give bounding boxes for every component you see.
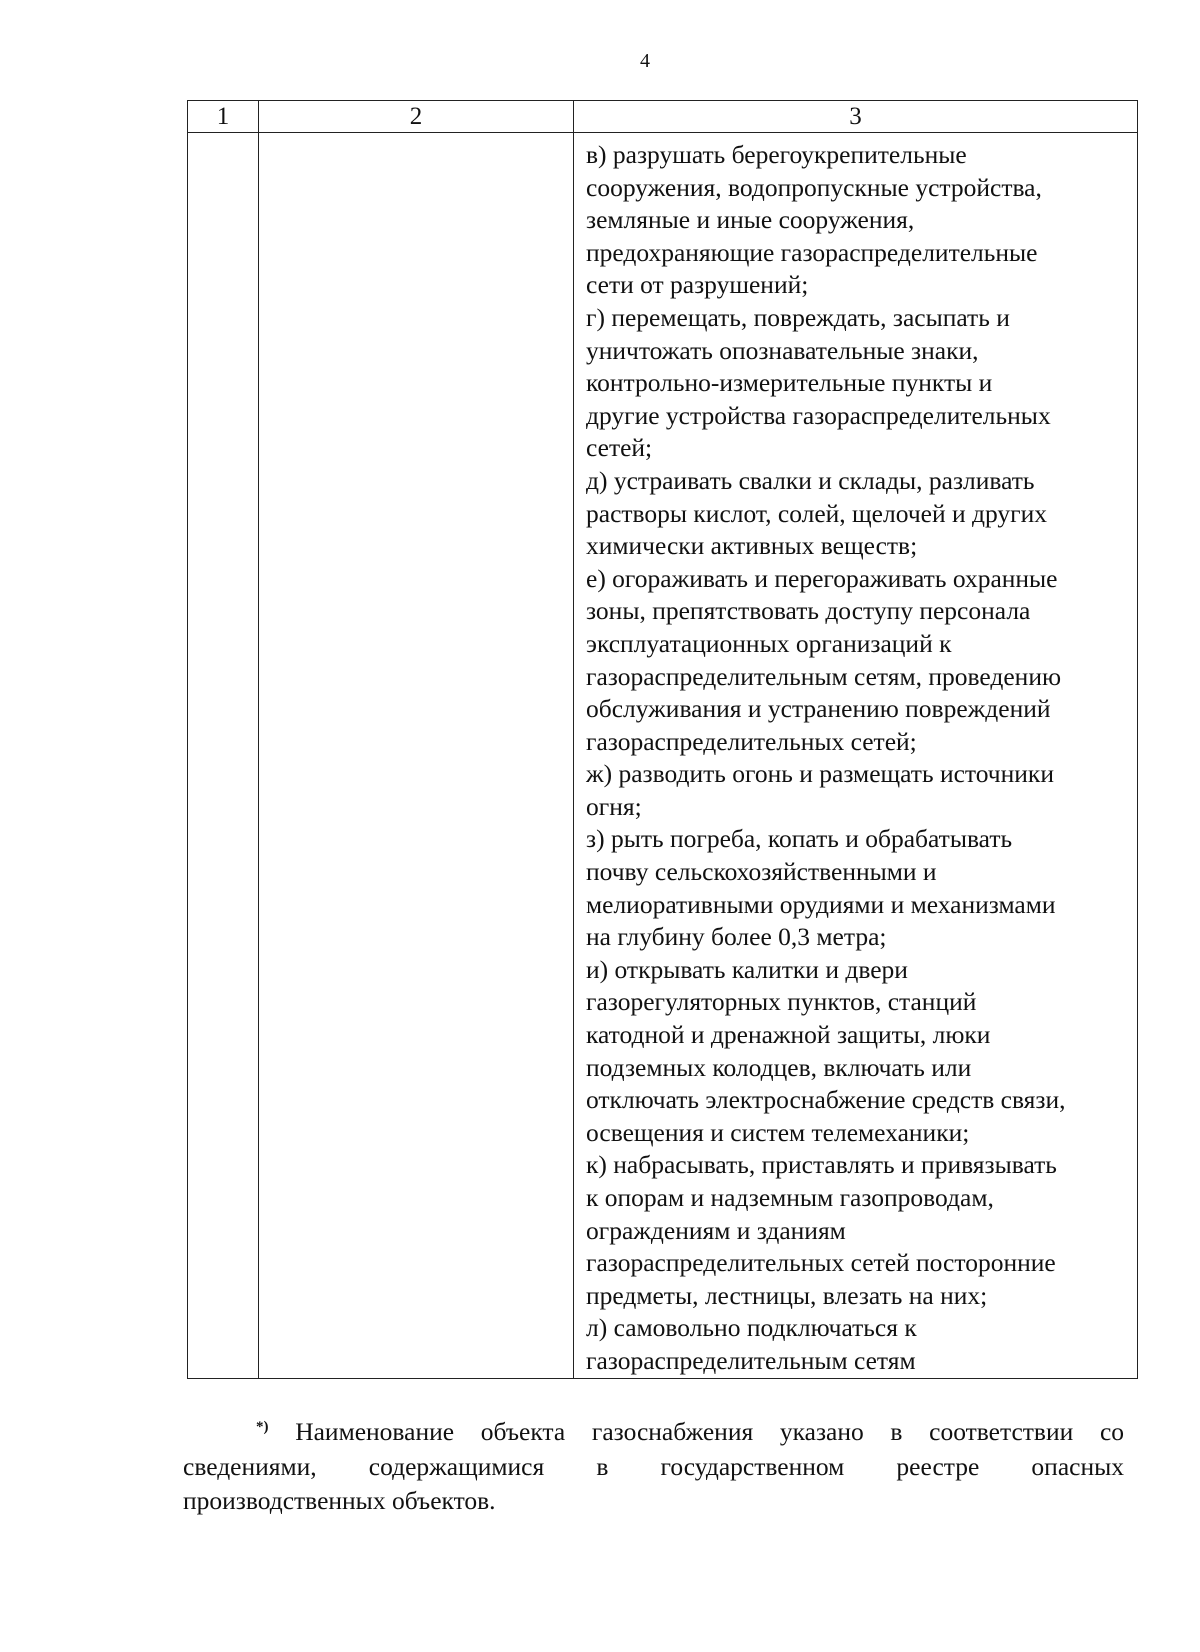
list-item-line: сооружения, водопропускные устройства, — [586, 172, 1042, 202]
list-item-line: сети от разрушений; — [586, 270, 809, 300]
footnote-line — [183, 1410, 1124, 1450]
list-item-line: газораспределительным сетям — [586, 1345, 916, 1375]
table-row — [188, 133, 1138, 1379]
column-header-1: 1 — [188, 101, 259, 133]
list-item-line: зоны, препятствовать доступу персонала — [586, 596, 1031, 626]
list-item-line: уничтожать опознавательные знаки, — [586, 335, 979, 365]
list-item-line: газораспределительных сетей посторонние — [586, 1248, 1056, 1278]
list-item-line: катодной и дренажной защиты, люки — [586, 1020, 991, 1050]
list-item-line: растворы кислот, солей, щелочей и других — [586, 498, 1047, 528]
list-item-line: предохраняющие газораспределительные — [586, 237, 1038, 267]
list-item-line: другие устройства газораспределительных — [586, 400, 1051, 430]
list-item-line: мелиоративными орудиями и механизмами — [586, 889, 1056, 919]
table-cell-col3 — [574, 133, 1138, 1379]
list-item-line: огня; — [586, 791, 642, 821]
footnote-text: Наименование объекта газоснабжения указано в соответствии со — [295, 1417, 1125, 1446]
list-item-line: почву сельскохозяйственными и — [586, 857, 937, 887]
list-item-line: з) рыть погреба, копать и обрабатывать — [586, 824, 1013, 854]
table-cell-col2 — [259, 133, 574, 1379]
list-item-line: освещения и систем телемеханики; — [586, 1117, 970, 1147]
restrictions-table — [187, 100, 1138, 1379]
list-item-line: обслуживания и устранению повреждений — [586, 694, 1051, 724]
list-item-line: сетей; — [586, 433, 653, 463]
list-item-line: на глубину более 0,3 метра; — [586, 922, 887, 952]
column-header-3: 3 — [574, 101, 1138, 133]
list-item-line: л) самовольно подключаться к — [586, 1313, 917, 1343]
list-item-line: предметы, лестницы, влезать на них; — [586, 1280, 988, 1310]
table-cell-col1 — [188, 133, 259, 1379]
list-item-line: отключать электроснабжение средств связи, — [586, 1085, 1066, 1115]
footnote — [183, 1410, 1124, 1519]
list-item-line: г) перемещать, повреждать, засыпать и — [586, 302, 1010, 332]
list-item-line: химически активных веществ; — [586, 531, 918, 561]
footnote-marker: *) — [256, 1419, 269, 1435]
list-item-line: ж) разводить огонь и размещать источники — [586, 759, 1054, 789]
list-item-line: ограждениям и зданиям — [586, 1215, 846, 1245]
list-item-line: контрольно-измерительные пункты и — [586, 368, 993, 398]
list-item-line: в) разрушать берегоукрепительные — [586, 140, 967, 169]
list-item-line: земляные и иные сооружения, — [586, 205, 915, 235]
list-item-line: газораспределительным сетям, проведению — [586, 661, 1062, 691]
list-item-line: эксплуатационных организаций к — [586, 628, 952, 658]
list-item-line: к опорам и надземным газопроводам, — [586, 1183, 994, 1212]
list-item-line: д) устраивать свалки и склады, разливать — [586, 465, 1035, 495]
table-header-row — [188, 101, 1138, 133]
list-item-line: газораспределительных сетей; — [586, 726, 917, 756]
list-item-line: е) огораживать и перегораживать охранные — [586, 563, 1058, 593]
list-item-line: газорегуляторных пунктов, станций — [586, 987, 977, 1017]
footnote-line: производственных объектов. — [183, 1486, 496, 1515]
list-item-line: подземных колодцев, включать или — [586, 1052, 972, 1082]
column-header-2: 2 — [259, 101, 574, 133]
list-item-line: к) набрасывать, приставлять и привязывать — [586, 1150, 1057, 1180]
footnote-line: сведениями, содержащимися в государственном реестре опасных — [183, 1451, 1124, 1481]
page-number: 4 — [640, 50, 650, 72]
list-item-line: и) открывать калитки и двери — [586, 954, 908, 984]
